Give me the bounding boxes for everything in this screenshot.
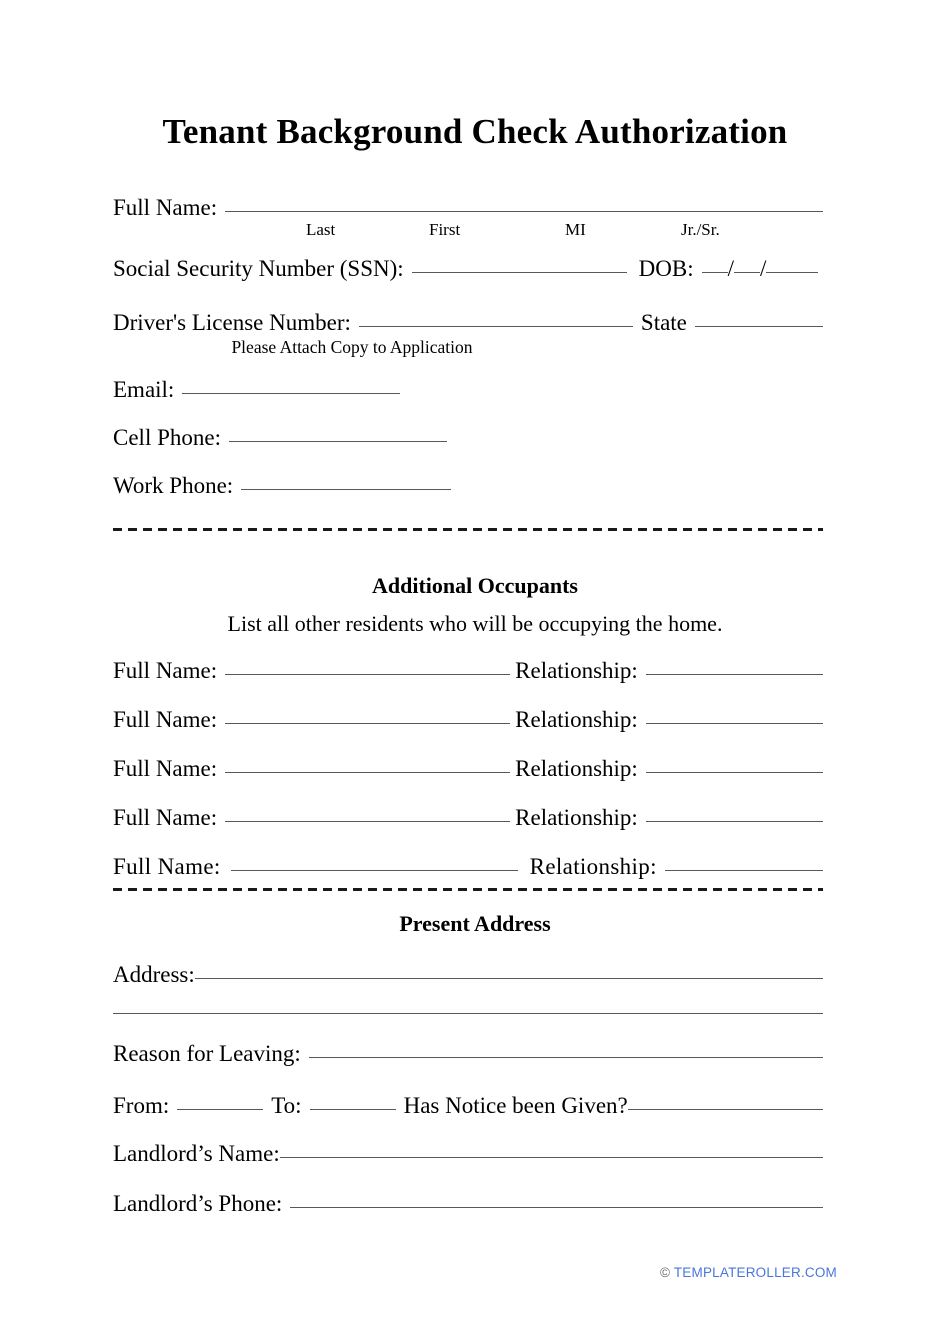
- reason-for-leaving-input-line[interactable]: [309, 1056, 823, 1058]
- occupant-name-line-2[interactable]: [225, 722, 510, 724]
- occupant-relationship-line-5[interactable]: [665, 869, 823, 871]
- dob-month-line[interactable]: [702, 271, 728, 273]
- occupant-relationship-label-2: Relationship:: [515, 707, 638, 732]
- landlord-phone-input-line[interactable]: [290, 1206, 823, 1208]
- work-phone-input-line[interactable]: [241, 488, 451, 490]
- additional-occupants-heading: Additional Occupants: [372, 573, 578, 598]
- occupant-name-line-5[interactable]: [231, 869, 518, 871]
- occupant-row-3: [113, 757, 823, 780]
- field-row-cell-phone: [113, 426, 823, 449]
- full-name-input-line[interactable]: [225, 210, 823, 212]
- landlord-name-input-line[interactable]: [280, 1156, 823, 1158]
- present-address-heading: Present Address: [399, 911, 551, 936]
- landlord-name-label: Landlord’s Name:: [113, 1141, 280, 1166]
- occupant-row-1: [113, 659, 823, 682]
- field-row-email: [113, 378, 823, 401]
- occupant-relationship-label-3: Relationship:: [515, 756, 638, 781]
- footer-site-label: TEMPLATEROLLER.COM: [670, 1265, 837, 1280]
- occupant-name-label-5: Full Name:: [113, 854, 221, 879]
- occupant-name-label-3: Full Name:: [113, 756, 218, 781]
- address-input-line-1[interactable]: [195, 977, 823, 979]
- dob-label: DOB:: [638, 256, 694, 281]
- attach-copy-note: Please Attach Copy to Application: [231, 337, 473, 357]
- occupant-name-label-4: Full Name:: [113, 805, 218, 830]
- occupant-relationship-label-4: Relationship:: [515, 805, 638, 830]
- occupant-row-5: [113, 855, 823, 878]
- dob-separator-1: /: [727, 256, 734, 281]
- field-row-address: [113, 963, 823, 986]
- state-input-line[interactable]: [695, 325, 823, 327]
- footer-watermark: [0, 1265, 950, 1280]
- field-row-reason-for-leaving: [113, 1042, 823, 1065]
- ssn-label: Social Security Number (SSN):: [113, 256, 404, 281]
- subcaption-first: First: [429, 220, 461, 239]
- occupant-relationship-label-1: Relationship:: [515, 658, 638, 683]
- drivers-license-input-line[interactable]: [359, 325, 633, 327]
- field-row-landlord-name: [113, 1142, 823, 1165]
- occupant-row-4: [113, 806, 823, 829]
- landlord-phone-label: Landlord’s Phone:: [113, 1191, 283, 1216]
- ssn-input-line[interactable]: [412, 271, 627, 273]
- section-divider-top: [113, 528, 823, 531]
- subcaption-mi: MI: [565, 220, 586, 239]
- occupant-name-line-1[interactable]: [225, 673, 510, 675]
- to-label: To:: [271, 1093, 302, 1118]
- drivers-license-label: Driver's License Number:: [113, 310, 351, 335]
- field-row-tenancy-dates: [113, 1094, 823, 1117]
- copyright-icon: ©: [660, 1265, 671, 1280]
- occupant-relationship-line-2[interactable]: [646, 722, 823, 724]
- email-input-line[interactable]: [182, 392, 400, 394]
- dob-day-line[interactable]: [734, 271, 760, 273]
- occupant-name-line-3[interactable]: [225, 771, 510, 773]
- occupant-relationship-line-1[interactable]: [646, 673, 823, 675]
- field-row-work-phone: [113, 474, 823, 497]
- to-date-line[interactable]: [310, 1108, 396, 1110]
- occupant-relationship-label-5: Relationship:: [529, 854, 657, 879]
- full-name-label: Full Name:: [113, 195, 218, 220]
- occupant-name-line-4[interactable]: [225, 820, 510, 822]
- occupant-name-label-1: Full Name:: [113, 658, 218, 683]
- name-subcaptions: [113, 220, 823, 242]
- state-label: State: [640, 310, 687, 335]
- notice-given-label: Has Notice been Given?: [403, 1093, 628, 1118]
- field-row-ssn-dob: [113, 257, 823, 280]
- from-label: From:: [113, 1093, 170, 1118]
- field-row-landlord-phone: [113, 1192, 823, 1215]
- occupant-name-label-2: Full Name:: [113, 707, 218, 732]
- dob-separator-2: /: [760, 256, 767, 281]
- address-label: Address:: [113, 962, 195, 987]
- email-label: Email:: [113, 377, 175, 402]
- address-input-line-2[interactable]: [113, 1012, 823, 1014]
- reason-for-leaving-label: Reason for Leaving:: [113, 1041, 301, 1066]
- subcaption-last: Last: [306, 220, 336, 239]
- cell-phone-label: Cell Phone:: [113, 425, 221, 450]
- occupant-row-2: [113, 708, 823, 731]
- work-phone-label: Work Phone:: [113, 473, 234, 498]
- section-divider-bottom: [113, 888, 823, 891]
- occupant-relationship-line-3[interactable]: [646, 771, 823, 773]
- occupant-relationship-line-4[interactable]: [646, 820, 823, 822]
- cell-phone-input-line[interactable]: [229, 440, 447, 442]
- notice-given-input-line[interactable]: [628, 1108, 823, 1110]
- field-row-drivers-license: [113, 311, 823, 334]
- from-date-line[interactable]: [177, 1108, 263, 1110]
- field-row-full-name: [113, 196, 823, 219]
- additional-occupants-instruction: List all other residents who will be occupying the home.: [227, 611, 723, 636]
- dob-year-line[interactable]: [766, 271, 818, 273]
- page-title: Tenant Background Check Authorization: [162, 112, 788, 151]
- subcaption-jr-sr: Jr./Sr.: [681, 220, 720, 239]
